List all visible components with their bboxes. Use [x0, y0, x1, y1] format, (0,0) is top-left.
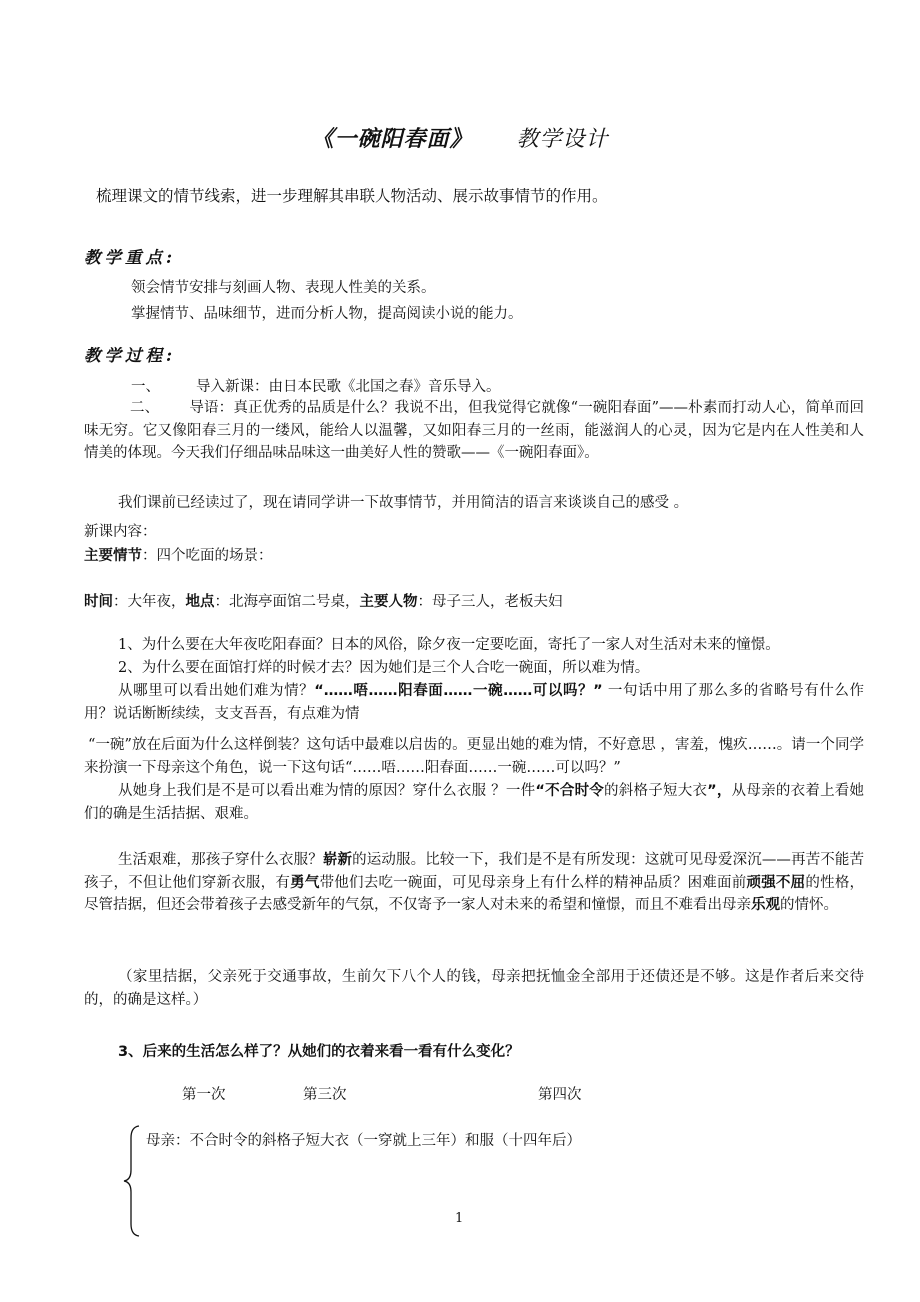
q2c-bold1: “不合时令: [535, 783, 605, 799]
life-2: 的运动服。比较一下，我们是不是有所发现：这就可见母爱深沉——再苦不能苦孩子，不但让他们穿新衣服，有: [84, 852, 864, 891]
key-point-2: 掌握情节、品味细节，进而分析人物，提高阅读小说的能力。: [131, 306, 523, 322]
place-text: ：北海亭面馆二号桌，: [214, 594, 360, 610]
time-label: 时间: [84, 594, 113, 610]
new-content-label: 新课内容：: [84, 524, 157, 540]
question-1: 1、为什么要在大年夜吃阳春面？日本的风俗，除夕夜一定要吃面，寄托了一家人对生活对未来的憧憬。: [118, 637, 780, 653]
col-first: 第一次: [182, 1087, 226, 1103]
life-b2: 勇气: [290, 874, 320, 891]
step-1-num: 一、: [131, 379, 160, 395]
q2c-mid: 的斜格子短大衣: [604, 783, 708, 799]
life-b1: 崭新: [322, 852, 353, 868]
step-2-text: 导语：真正优秀的品质是什么？我说不出，但我觉得它就像“一碗阳春面”——朴素而打动人心，简单而回味无穷。它又像阳春三月的一缕风，能给人以温馨，又如阳春三月的一丝雨，能滋润人的心灵，因为它是内在人性美和人情美的体现。今天我们仔细品味品味这一曲美好人性的赞歌——《一碗阳春面》。: [84, 400, 865, 461]
question-2: 2、为什么要在面馆打烊的时候才去？因为她们是三个人合吃一碗面，所以难为情。: [118, 660, 650, 676]
life-b4: 乐观: [751, 897, 780, 913]
main-plot: [84, 544, 273, 565]
time-text: ：大年夜，: [113, 594, 186, 610]
col-fourth: 第四次: [538, 1087, 582, 1103]
place-label: 地点: [185, 594, 215, 610]
q2a-pre: 从哪里可以看出她们难为情？: [118, 683, 315, 699]
step-1-text: 导入新课：由日本民歌《北国之春》音乐导入。: [196, 379, 501, 395]
col-third: 第三次: [303, 1087, 347, 1103]
people-label: 主要人物: [359, 594, 418, 610]
life-5: 的情怀。: [780, 897, 838, 913]
step-2-num: 二、: [130, 400, 160, 416]
life-3: 带他们去吃一碗面，可见母亲身上有什么样的精神品质？困难面前: [319, 874, 747, 891]
process-heading: 教学过程:: [84, 346, 177, 365]
q2a-post: 一句话中用了那么多的省略号有什么作用？说话断断续续，支支吾吾，有点难为情: [84, 683, 864, 722]
q2a-quote: “……唔……阳春面……一碗……可以吗？”: [314, 683, 603, 699]
key-point-1: 领会情节安排与刻画人物、表现人性美的关系。: [131, 280, 436, 296]
intro-text: 我们课前已经读过了，现在请同学讲一下故事情节，并用简洁的语言来谈谈自己的感受 。: [118, 495, 689, 511]
setting-line: [84, 590, 563, 611]
curly-brace-icon: [120, 1124, 144, 1238]
life-4: 的性格，尽管拮据，但还会带着孩子去感受新年的气氛，不仅寄予一家人对未来的希望和憧憬，而且不难看出母亲: [84, 874, 865, 913]
page-number: 1: [455, 1211, 464, 1226]
life-1: 生活艰难，那孩子穿什么衣服？: [118, 852, 323, 868]
q2c-bold2: ”，: [707, 783, 732, 799]
teaching-goal: 梳理课文的情节线索，进一步理解其串联人物活动、展示故事情节的作用。: [96, 187, 608, 205]
life-paragraph: [84, 849, 864, 917]
question-3: 3、后来的生活怎么样了？从她们的衣着来看一看有什么变化？: [118, 1044, 520, 1060]
title-sub: 教学设计: [516, 127, 609, 152]
step-2: [84, 397, 864, 465]
people-text: ：母子三人，老板夫妇: [417, 594, 563, 610]
family-note: （家里拮据，父亲死于交通事故，生前欠下八个人的钱，母亲把抚恤金全部用于还债还是不够。这是作者后来交待的，的确是这样。）: [84, 969, 864, 1008]
step-1: [131, 375, 501, 396]
question-2a: [84, 680, 864, 725]
title-main: 《一碗阳春面》: [311, 126, 473, 152]
plot-text: ：四个吃面的场景：: [142, 548, 273, 564]
question-2b: “一碗”放在后面为什么这样倒装？这句话中最难以启齿的。更显出她的难为情，不好意思 ，害羞，愧疚……。请一个同学来扮演一下母亲这个角色，说一下这句话“……唔……阳春面……一碗……可以吗？”: [84, 737, 864, 776]
key-points-heading: 教学重点:: [84, 248, 177, 267]
q2c-pre: 从她身上我们是不是可以看出难为情的原因？穿什么衣服 ？一件: [118, 783, 536, 799]
page-title: [0, 122, 920, 153]
mother-row: 母亲：不合时令的斜格子短大衣（一穿就上三年）和服（十四年后）: [146, 1133, 581, 1149]
question-2c: [84, 780, 864, 825]
life-b3: 顽强不屈: [746, 874, 806, 891]
plot-label: 主要情节: [84, 548, 142, 564]
q2c-post: 从母亲的衣着上看她们的确是生活拮据、艰难。: [84, 783, 865, 822]
